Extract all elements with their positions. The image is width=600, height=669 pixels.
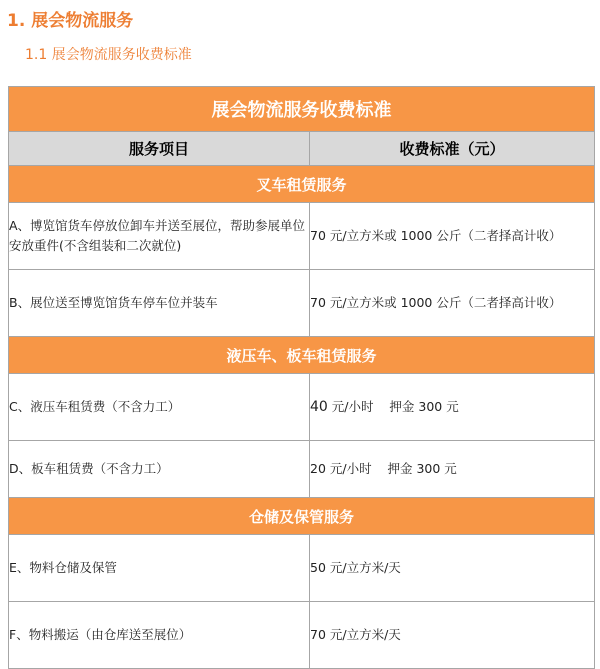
table-row bbox=[9, 374, 595, 441]
section-row bbox=[9, 166, 595, 203]
row-fee bbox=[310, 374, 595, 441]
table-row bbox=[9, 602, 595, 669]
section-row bbox=[9, 498, 595, 535]
heading-2: 1.1 展会物流服务收费标准 bbox=[25, 47, 192, 63]
row-fee: 50 元/立方米/天 bbox=[310, 535, 595, 602]
row-fee: 70 元/立方米或 1000 公斤（二者择高计收） bbox=[310, 270, 595, 337]
table-title: 展会物流服务收费标准 bbox=[9, 87, 595, 132]
table-header-row bbox=[9, 132, 595, 166]
row-fee: 70 元/立方米/天 bbox=[310, 602, 595, 669]
section-title-storage: 仓储及保管服务 bbox=[9, 498, 595, 535]
fee-table bbox=[8, 86, 595, 669]
row-fee-text: 元/小时 押金 300 元 bbox=[327, 399, 459, 414]
row-item: A、博览馆货车停放位卸车并送至展位，帮助参展单位安放重件(不含组装和二次就位) bbox=[9, 203, 310, 270]
section-title-hydraulic-cart: 液压车、板车租赁服务 bbox=[9, 337, 595, 374]
row-fee: 20 元/小时 押金 300 元 bbox=[310, 441, 595, 498]
section-title-forklift: 叉车租赁服务 bbox=[9, 166, 595, 203]
section-row bbox=[9, 337, 595, 374]
row-item: F、物料搬运（由仓库送至展位） bbox=[9, 602, 310, 669]
row-fee: 70 元/立方米或 1000 公斤（二者择高计收） bbox=[310, 203, 595, 270]
header-fee-standard: 收费标准（元） bbox=[310, 132, 595, 166]
table-title-row bbox=[9, 87, 595, 132]
heading-1: 1. 展会物流服务 bbox=[7, 11, 134, 31]
row-item: B、展位送至博览馆货车停车位并装车 bbox=[9, 270, 310, 337]
row-item: D、板车租赁费（不含力工） bbox=[9, 441, 310, 498]
table-row bbox=[9, 441, 595, 498]
header-service-item: 服务项目 bbox=[9, 132, 310, 166]
row-item: E、物料仓储及保管 bbox=[9, 535, 310, 602]
row-item: C、液压车租赁费（不含力工） bbox=[9, 374, 310, 441]
row-fee-number: 40 bbox=[310, 399, 328, 415]
table-row bbox=[9, 203, 595, 270]
table-row bbox=[9, 535, 595, 602]
table-row bbox=[9, 270, 595, 337]
